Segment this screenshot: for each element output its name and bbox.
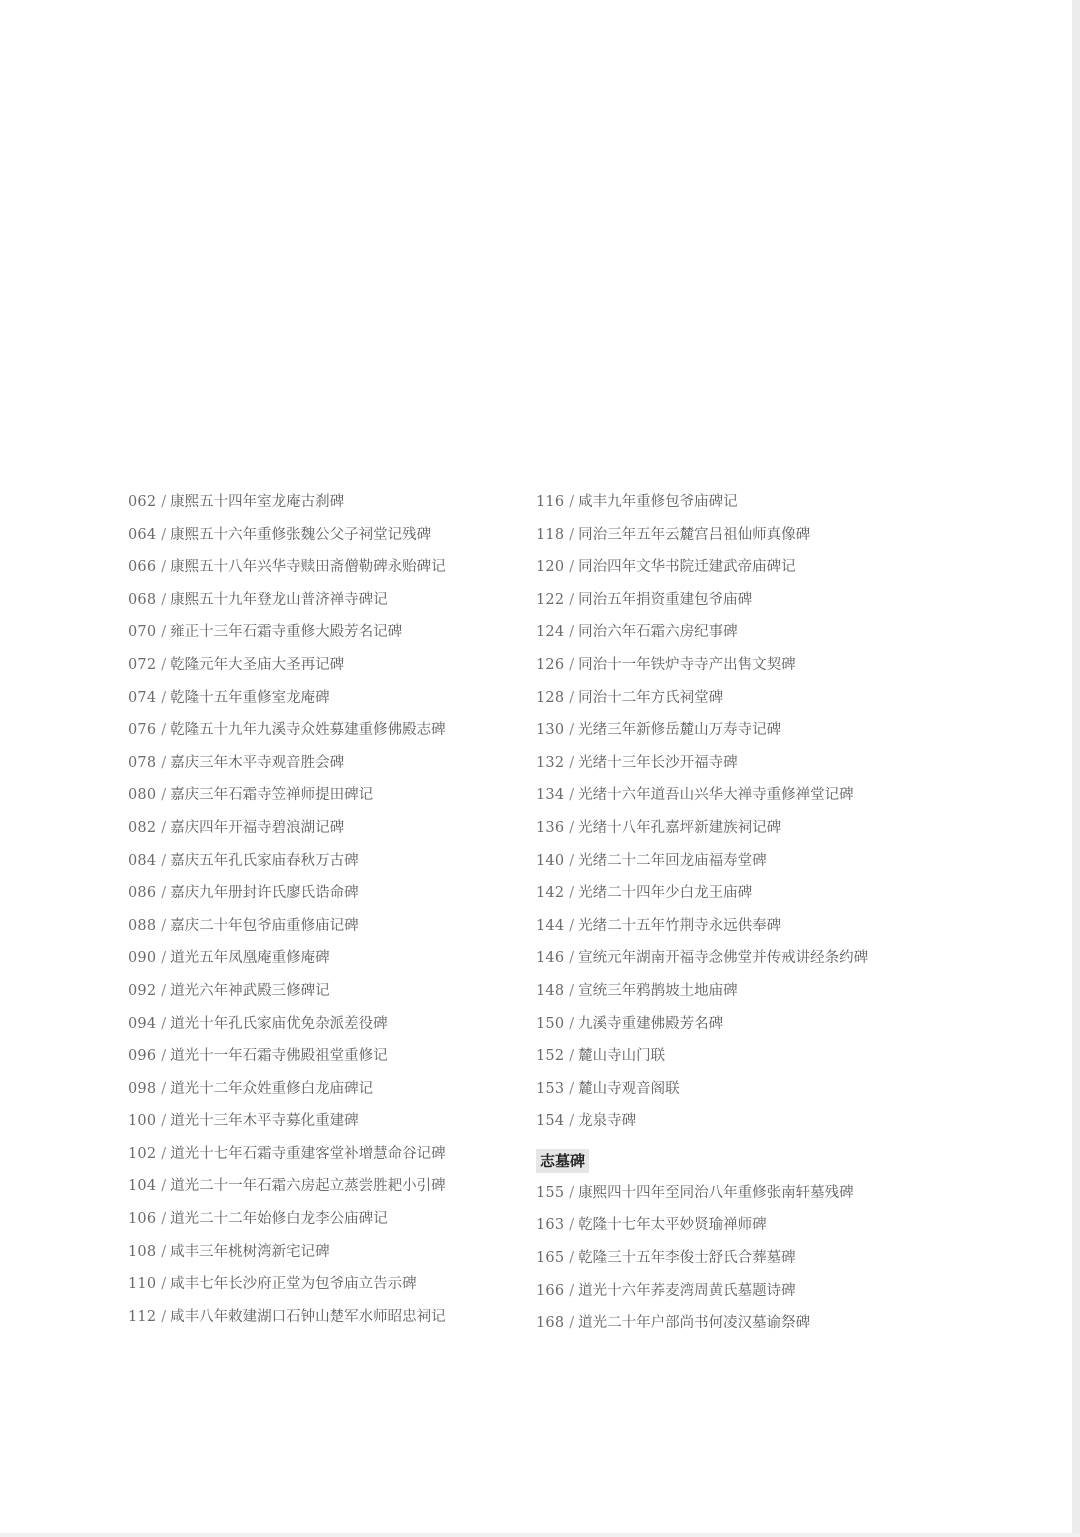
toc-entry-title: 同治十一年铁炉寺寺产出售文契碑: [578, 656, 796, 673]
toc-right-column: [536, 486, 976, 1340]
toc-separator: /: [569, 852, 575, 869]
toc-entry-title: 嘉庆三年石霜寺笠禅师提田碑记: [170, 787, 374, 804]
toc-entry-title: 道光二十年户部尚书何凌汉墓谕祭碑: [578, 1315, 811, 1332]
toc-entry-title: 九溪寺重建佛殿芳名碑: [578, 1015, 724, 1032]
toc-entry-title: 康熙五十四年室龙庵古刹碑: [170, 494, 345, 510]
toc-left-column: [128, 486, 508, 1333]
toc-page-number: 140: [536, 852, 565, 869]
toc-separator: /: [161, 982, 167, 999]
toc-page-number: 146: [536, 950, 565, 967]
toc-entry-title: 同治五年捐资重建包爷庙碑: [578, 591, 753, 608]
toc-page-number: 098: [128, 1080, 157, 1097]
toc-page-number: 120: [536, 559, 565, 576]
toc-entry: [536, 584, 976, 617]
toc-entry: [128, 975, 508, 1008]
toc-separator: /: [161, 494, 167, 510]
toc-entry-title: 道光十六年荞麦湾周黄氏墓题诗碑: [578, 1282, 796, 1299]
toc-page-number: 168: [536, 1315, 565, 1332]
toc-entry: [128, 682, 508, 715]
toc-separator: /: [569, 787, 575, 804]
toc-entry: [536, 682, 976, 715]
toc-separator: /: [161, 885, 167, 902]
toc-separator: /: [161, 1308, 167, 1325]
toc-entry: [536, 616, 976, 649]
toc-entry: [128, 616, 508, 649]
toc-entry-title: 道光十年孔氏家庙优免杂派差役碑: [170, 1015, 388, 1032]
toc-separator: /: [161, 754, 167, 771]
toc-entry: [128, 812, 508, 845]
toc-page-number: 110: [128, 1276, 157, 1293]
toc-entry: [536, 910, 976, 943]
toc-entry-title: 咸丰三年桃树湾新宅记碑: [170, 1243, 330, 1260]
toc-entry: [128, 584, 508, 617]
toc-page-number: 062: [128, 494, 157, 510]
toc-separator: /: [161, 1178, 167, 1195]
toc-separator: /: [569, 1015, 575, 1032]
toc-entry: [536, 1040, 976, 1073]
toc-entry: [128, 1008, 508, 1041]
toc-separator: /: [569, 722, 575, 739]
toc-entry: [128, 747, 508, 780]
toc-entry-title: 嘉庆二十年包爷庙重修庙记碑: [170, 917, 359, 934]
toc-entry-title: 道光六年神武殿三修碑记: [170, 982, 330, 999]
toc-entry: [536, 975, 976, 1008]
toc-page-number: 106: [128, 1211, 157, 1228]
toc-separator: /: [161, 624, 167, 641]
toc-separator: /: [161, 819, 167, 836]
toc-entry-title: 光绪二十二年回龙庙福寿堂碑: [578, 852, 767, 869]
toc-separator: /: [161, 1276, 167, 1293]
toc-separator: /: [569, 624, 575, 641]
toc-separator: /: [569, 559, 575, 576]
toc-separator: /: [569, 1217, 575, 1234]
toc-page-number: 130: [536, 722, 565, 739]
toc-page-number: 163: [536, 1217, 565, 1234]
toc-separator: /: [569, 656, 575, 673]
toc-entry-title: 同治三年五年云麓宫吕祖仙师真像碑: [578, 526, 811, 543]
toc-entry-title: 同治六年石霜六房纪事碑: [578, 624, 738, 641]
toc-page-number: 112: [128, 1308, 157, 1325]
toc-page-number: 072: [128, 656, 157, 673]
toc-separator: /: [569, 950, 575, 967]
toc-page-number: 152: [536, 1048, 565, 1065]
toc-entry: [128, 779, 508, 812]
toc-separator: /: [161, 1080, 167, 1097]
toc-entry-title: 光绪三年新修岳麓山万寿寺记碑: [578, 722, 782, 739]
toc-entry: [536, 519, 976, 552]
toc-entry: [536, 1307, 976, 1340]
toc-entry: [128, 1073, 508, 1106]
toc-page-number: 128: [536, 689, 565, 706]
toc-page-number: 100: [128, 1113, 157, 1130]
toc-entry-title: 麓山寺观音阁联: [578, 1080, 680, 1097]
toc-entry-title: 道光十三年木平寺募化重建碑: [170, 1113, 359, 1130]
toc-entry: [128, 845, 508, 878]
toc-page-number: 165: [536, 1250, 565, 1267]
toc-page-number: 094: [128, 1015, 157, 1032]
toc-page-number: 126: [536, 656, 565, 673]
toc-separator: /: [161, 559, 167, 576]
toc-separator: /: [161, 950, 167, 967]
toc-entry: [536, 747, 976, 780]
toc-entry-title: 光绪十六年道吾山兴华大禅寺重修禅堂记碑: [578, 787, 854, 804]
toc-page-number: 116: [536, 494, 565, 510]
toc-entry-title: 麓山寺山门联: [578, 1048, 666, 1065]
toc-page-number: 108: [128, 1243, 157, 1260]
toc-separator: /: [569, 494, 575, 510]
toc-separator: /: [569, 885, 575, 902]
toc-separator: /: [161, 689, 167, 706]
toc-page-number: 142: [536, 885, 565, 902]
toc-page-number: 070: [128, 624, 157, 641]
toc-page-number: 084: [128, 852, 157, 869]
toc-entry-title: 道光十一年石霜寺佛殿祖堂重修记: [170, 1048, 388, 1065]
toc-page-number: 118: [536, 526, 565, 543]
toc-entry: [536, 942, 976, 975]
toc-entry-title: 光绪二十四年少白龙王庙碑: [578, 885, 753, 902]
toc-page-number: 132: [536, 754, 565, 771]
toc-entry-title: 道光十七年石霜寺重建客堂补增慧命谷记碑: [170, 1145, 446, 1162]
toc-entry: [536, 779, 976, 812]
page-bottom-edge: [0, 1533, 1080, 1537]
toc-separator: /: [569, 526, 575, 543]
toc-page-number: 082: [128, 819, 157, 836]
toc-entry-title: 咸丰八年敕建湖口石钟山楚军水师昭忠祠记: [170, 1308, 446, 1325]
toc-page-number: 064: [128, 526, 157, 543]
toc-page-number: 134: [536, 787, 565, 804]
toc-entry: [128, 1170, 508, 1203]
toc-entry: [536, 1105, 976, 1138]
toc-entry-title: 乾隆五十九年九溪寺众姓募建重修佛殿志碑: [170, 722, 446, 739]
toc-entry: [536, 812, 976, 845]
toc-separator: /: [161, 1211, 167, 1228]
toc-entry-title: 宣统三年鸦鹊坡土地庙碑: [578, 982, 738, 999]
toc-entry: [536, 1177, 976, 1210]
section-heading-label: 志墓碑: [536, 1149, 589, 1173]
toc-entry: [128, 1138, 508, 1171]
toc-entry-title: 康熙五十八年兴华寺赎田斋僧勒碑永贻碑记: [170, 559, 446, 576]
toc-separator: /: [569, 591, 575, 608]
toc-separator: /: [569, 1184, 575, 1201]
toc-separator: /: [161, 917, 167, 934]
toc-page-number: 096: [128, 1048, 157, 1065]
toc-page-number: 076: [128, 722, 157, 739]
toc-entry: [536, 1008, 976, 1041]
toc-entry: [128, 519, 508, 552]
toc-page-number: 090: [128, 950, 157, 967]
toc-page-number: 166: [536, 1282, 565, 1299]
toc-separator: /: [569, 982, 575, 999]
toc-entry-title: 嘉庆四年开福寺碧浪湖记碑: [170, 819, 345, 836]
toc-entry-title: 光绪二十五年竹荆寺永远供奉碑: [578, 917, 782, 934]
toc-separator: /: [569, 819, 575, 836]
toc-entry-title: 光绪十三年长沙开福寺碑: [578, 754, 738, 771]
toc-entry: [128, 1301, 508, 1334]
toc-separator: /: [161, 722, 167, 739]
toc-page-number: 086: [128, 885, 157, 902]
toc-separator: /: [161, 526, 167, 543]
toc-separator: /: [569, 1080, 575, 1097]
toc-entry: [128, 1105, 508, 1138]
toc-separator: /: [161, 1113, 167, 1130]
toc-entry-title: 康熙五十六年重修张魏公父子祠堂记残碑: [170, 526, 432, 543]
toc-entry: [536, 1209, 976, 1242]
toc-entry: [536, 1242, 976, 1275]
toc-page-number: 104: [128, 1178, 157, 1195]
toc-entry-title: 道光十二年众姓重修白龙庙碑记: [170, 1080, 374, 1097]
toc-separator: /: [569, 917, 575, 934]
toc-entry: [128, 649, 508, 682]
toc-page-number: 124: [536, 624, 565, 641]
toc-entry: [536, 649, 976, 682]
toc-page-number: 148: [536, 982, 565, 999]
toc-entry-title: 乾隆三十五年李俊士舒氏合葬墓碑: [578, 1250, 796, 1267]
toc-entry-title: 乾隆十七年太平妙贤瑜禅师碑: [578, 1217, 767, 1234]
toc-page-number: 080: [128, 787, 157, 804]
toc-separator: /: [569, 1250, 575, 1267]
toc-entry: [128, 877, 508, 910]
toc-entry: [128, 1236, 508, 1269]
page-right-edge: [1072, 0, 1080, 1537]
toc-separator: /: [161, 852, 167, 869]
toc-entry: [128, 486, 508, 519]
toc-entry: [536, 1073, 976, 1106]
toc-separator: /: [569, 754, 575, 771]
toc-entry-title: 雍正十三年石霜寺重修大殿芳名记碑: [170, 624, 403, 641]
toc-entry-title: 道光二十二年始修白龙李公庙碑记: [170, 1211, 388, 1228]
toc-separator: /: [161, 1145, 167, 1162]
toc-separator: /: [569, 689, 575, 706]
toc-entry-title: 咸丰七年长沙府正堂为包爷庙立告示碑: [170, 1276, 417, 1293]
toc-page-number: 122: [536, 591, 565, 608]
toc-entry: [128, 551, 508, 584]
toc-page-number: 088: [128, 917, 157, 934]
toc-entry-title: 宣统元年湖南开福寺念佛堂并传戒讲经条约碑: [578, 950, 869, 967]
toc-entry: [536, 845, 976, 878]
toc-page-number: 066: [128, 559, 157, 576]
toc-entry: [536, 486, 976, 519]
toc-separator: /: [161, 1048, 167, 1065]
toc-entry-title: 道光二十一年石霜六房起立蒸尝胜耙小引碑: [170, 1178, 446, 1195]
toc-entry-title: 道光五年凤凰庵重修庵碑: [170, 950, 330, 967]
toc-entry: [128, 714, 508, 747]
toc-page-number: 092: [128, 982, 157, 999]
toc-entry-title: 同治四年文华书院迁建武帝庙碑记: [578, 559, 796, 576]
toc-entry: [128, 942, 508, 975]
toc-entry-title: 同治十二年方氏祠堂碑: [578, 689, 724, 706]
toc-separator: /: [161, 1243, 167, 1260]
toc-entry-title: 光绪十八年孔嘉坪新建族祠记碑: [578, 819, 782, 836]
toc-page-number: 154: [536, 1113, 565, 1130]
toc-separator: /: [161, 591, 167, 608]
toc-entry-title: 乾隆元年大圣庙大圣再记碑: [170, 656, 345, 673]
toc-page-number: 153: [536, 1080, 565, 1097]
toc-page-number: 150: [536, 1015, 565, 1032]
toc-page-number: 155: [536, 1184, 565, 1201]
toc-page-number: 074: [128, 689, 157, 706]
toc-separator: /: [569, 1315, 575, 1332]
toc-entry-title: 康熙五十九年登龙山普济禅寺碑记: [170, 591, 388, 608]
section-heading: [536, 1147, 976, 1175]
toc-separator: /: [569, 1113, 575, 1130]
toc-entry-title: 龙泉寺碑: [578, 1113, 637, 1130]
toc-entry: [128, 1040, 508, 1073]
toc-page-number: 068: [128, 591, 157, 608]
toc-separator: /: [161, 656, 167, 673]
toc-entry: [536, 877, 976, 910]
toc-page-number: 078: [128, 754, 157, 771]
toc-entry-title: 乾隆十五年重修室龙庵碑: [170, 689, 330, 706]
toc-entry: [536, 1275, 976, 1308]
toc-separator: /: [569, 1048, 575, 1065]
toc-entry: [128, 1268, 508, 1301]
toc-entry-title: 嘉庆五年孔氏家庙春秋万古碑: [170, 852, 359, 869]
toc-entry: [536, 551, 976, 584]
toc-entry-title: 康熙四十四年至同治八年重修张南轩墓残碑: [578, 1184, 854, 1201]
toc-separator: /: [161, 1015, 167, 1032]
toc-entry: [128, 910, 508, 943]
toc-page-number: 136: [536, 819, 565, 836]
toc-entry: [128, 1203, 508, 1236]
toc-page-number: 144: [536, 917, 565, 934]
toc-page-number: 102: [128, 1145, 157, 1162]
toc-entry-title: 嘉庆九年册封许氏廖氏诰命碑: [170, 885, 359, 902]
toc-entry-title: 嘉庆三年木平寺观音胜会碑: [170, 754, 345, 771]
toc-separator: /: [569, 1282, 575, 1299]
toc-entry-title: 咸丰九年重修包爷庙碑记: [578, 494, 738, 510]
toc-separator: /: [161, 787, 167, 804]
toc-entry: [536, 714, 976, 747]
